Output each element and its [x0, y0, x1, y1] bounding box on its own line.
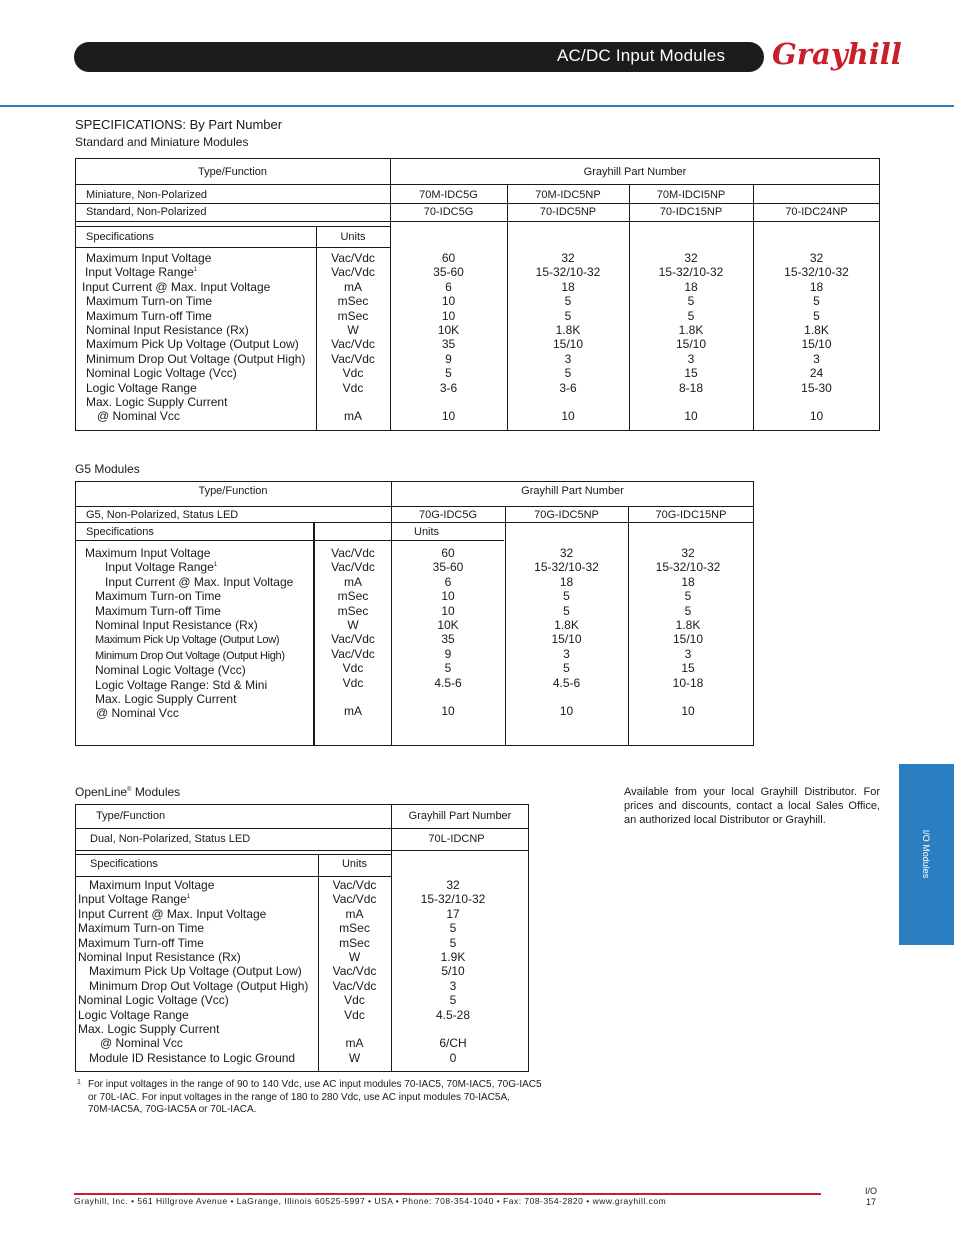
part-number-header: Grayhill Part Number: [521, 485, 624, 497]
values-column: 32 15-32/10-32 18 5 5 1.8K 15/10 3 15 10-18 10: [655, 546, 721, 719]
footnote-marker: 1: [213, 562, 218, 569]
availability-note: Available from your local Grayhill Distributor. For prices and discounts, contact a local Sales Office, an authorized local Distributor or Grayhill.: [624, 786, 880, 826]
footer-divider: [74, 1193, 821, 1195]
units-header: Units: [340, 231, 366, 243]
type-function-header: Type/Function: [96, 810, 166, 822]
grayhill-logo: Grayhill: [772, 37, 902, 71]
values-column: 32 15-32/10-32 18 5 5 1.8K 15/10 3 24 15-30 10: [784, 251, 849, 424]
spec-names: Maximum Input Voltage Input Voltage Range$^1$ Input Current @ Max. Input Voltage Maximum Turn-on Time Maximum Turn-off Time Nominal Input Resistance (Rx) Maximum Pick Up Voltage (Output Low) Minimum Drop Out Voltage (Output High) Nominal Logic Voltage (Vcc) Logic Voltage Range Max. Logic Supply Current @ Nominal Vcc: [82, 251, 306, 424]
units-column: Vac/Vdc Vac/Vdc mA mSec mSec W Vac/Vdc Vac/Vdc Vdc Vdc mA W: [332, 878, 377, 1065]
part-cell: 70L-IDCNP: [428, 833, 485, 845]
part-cell: 70-IDC5NP: [539, 206, 597, 218]
type-function-header: Type/Function: [197, 166, 268, 178]
header-divider: [0, 105, 954, 107]
units-header: Units: [341, 858, 368, 870]
section-title: SPECIFICATIONS: By Part Number: [75, 117, 283, 132]
part-cell: 70-IDC5G: [423, 206, 474, 218]
values-column: 60 35-60 6 10 10 10K 35 9 5 4.5-6 10: [432, 546, 464, 719]
values-column: 32 15-32/10-32 17 5 5 1.9K 5/10 3 5 4.5-28 6/CH 0: [420, 878, 486, 1065]
part-cell: 70G-IDC5G: [418, 509, 478, 521]
part-cell: 70G-IDC5NP: [534, 509, 599, 521]
values-column: 32 15-32/10-32 18 5 5 1.8K 15/10 3 15 8-18 10: [658, 251, 724, 424]
row-label-miniature: Miniature, Non-Polarized: [86, 189, 208, 201]
footnote-marker: 1: [77, 1079, 81, 1086]
part-number-header: Grayhill Part Number: [408, 810, 512, 822]
spec-names: Maximum Input Voltage Input Voltage Range$^1$ Input Current @ Max. Input Voltage Maximum Turn-on Time Maximum Turn-off Time Nominal Input Resistance (Rx) Maximum Pick Up Voltage (Output Low) Minimum Drop Out Voltage (Output High) Nominal Logic Voltage (Vcc) Logic Voltage Range: Std & Mini Max. Logic Supply Current @ Nominal Vcc: [85, 546, 294, 721]
values-column: 32 15-32/10-32 18 5 5 1.8K 15/10 3 5 3-6 10: [535, 251, 601, 424]
type-function-header: Type/Function: [198, 485, 268, 497]
openline-section-label: OpenLine® Modules: [75, 785, 181, 799]
spec-names: Maximum Input Voltage Input Voltage Range$^1$ Input Current @ Max. Input Voltage Maximum Turn-on Time Maximum Turn-off Time Nominal Input Resistance (Rx) Maximum Pick Up Voltage (Output Low) Minimum Drop Out Voltage (Output High) Nominal Logic Voltage (Vcc) Logic Voltage Range Max. Logic Supply Current @ Nominal Vcc Module ID Resistance to Logic Ground: [78, 878, 309, 1065]
footnote-marker: 1: [186, 894, 191, 901]
part-cell: 70M-IDCI5NP: [656, 189, 726, 201]
units-header: Units: [414, 526, 440, 538]
part-cell: 70G-IDC15NP: [655, 509, 727, 521]
values-column: 32 15-32/10-32 18 5 5 1.8K 15/10 3 5 4.5-6 10: [534, 546, 599, 719]
page-number: I/O 17: [864, 1186, 877, 1207]
units-column: Vac/Vdc Vac/Vdc mA mSec mSec W Vac/Vdc Vac/Vdc Vdc Vdc mA: [331, 251, 375, 424]
part-cell: 70M-IDC5NP: [535, 189, 601, 201]
row-label-openline: Dual, Non-Polarized, Status LED: [90, 833, 251, 845]
section-subtitle: Standard and Miniature Modules: [75, 135, 249, 149]
page-title: AC/DC Input Modules: [557, 46, 726, 65]
row-label-g5: G5, Non-Polarized, Status LED: [86, 509, 239, 521]
footer-contact: Grayhill, Inc. • 561 Hillgrove Avenue • LaGrange, Illinois 60525-5997 • USA • Phone: 708-354-1040 • Fax: 708-354-2820 • www.grayhill.com: [74, 1196, 667, 1206]
specifications-header: Specifications: [86, 526, 154, 538]
part-cell: 70-IDC24NP: [785, 206, 848, 218]
row-label-standard: Standard, Non-Polarized: [86, 206, 207, 218]
g5-section-label: G5 Modules: [75, 462, 140, 476]
values-column: 60 35-60 6 10 10 10K 35 9 5 3-6 10: [433, 251, 464, 424]
footnote-text: For input voltages in the range of 90 to 140 Vdc, use AC input modules 70-IAC5, 70M-IAC5, 70G-IAC5 or 70L-IAC. For input voltages in the range of 180 to 280 Vdc, use AC input modules 70-IAC5A, 70M-IAC5A, 70G-IAC5A or 70L-IACA.: [88, 1079, 542, 1115]
footnote-marker: 1: [193, 267, 198, 274]
part-number-header: Grayhill Part Number: [583, 166, 687, 178]
part-cell: 70-IDC15NP: [659, 206, 723, 218]
part-cell: 70M-IDC5G: [419, 189, 478, 201]
side-tab-label: I/O Modules: [921, 829, 931, 879]
specifications-header: Specifications: [86, 231, 154, 243]
units-column: Vac/Vdc Vac/Vdc mA mSec mSec W Vac/Vdc Vac/Vdc Vdc Vdc mA: [331, 546, 375, 719]
specifications-header: Specifications: [90, 858, 158, 870]
